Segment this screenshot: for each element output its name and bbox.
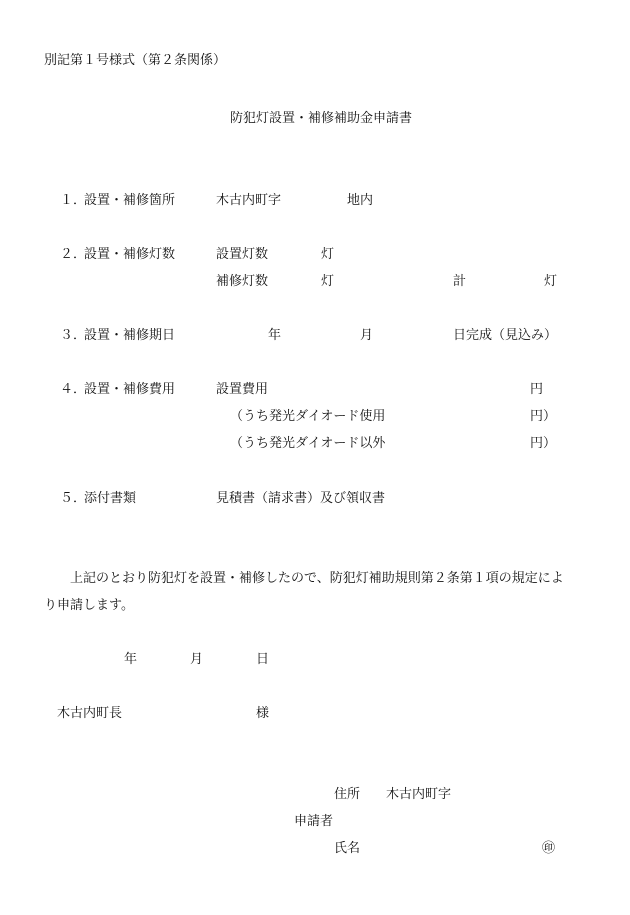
- addressee-name: 木古内町長: [57, 706, 123, 721]
- install-count-label: 設置灯数: [216, 247, 269, 262]
- total-count-unit: 灯: [544, 274, 558, 289]
- led-used-label: （うち発光ダイオード使用: [230, 409, 386, 424]
- application-month: 月: [190, 652, 204, 667]
- install-count-unit: 灯: [321, 247, 335, 262]
- item-1-label: 設置・補修箇所: [84, 193, 176, 208]
- item-3-number: ３．: [60, 328, 87, 343]
- led-other-yen: 円）: [530, 436, 557, 451]
- item-5-label: 添付書類: [84, 491, 137, 506]
- repair-count-unit: 灯: [321, 274, 335, 289]
- item-1-number: １．: [60, 193, 87, 208]
- completion-year: 年: [268, 328, 282, 343]
- install-cost-yen: 円: [530, 382, 544, 397]
- led-other-label: （うち発光ダイオード以外: [230, 436, 386, 451]
- name-label: 氏名: [334, 841, 361, 856]
- item-5-number: ５．: [60, 491, 87, 506]
- item-4-number: ４．: [60, 382, 87, 397]
- application-year: 年: [124, 652, 138, 667]
- led-used-yen: 円）: [530, 409, 557, 424]
- addressee-honorific: 様: [256, 706, 270, 721]
- statement-line-2: り申請します。: [44, 598, 134, 613]
- statement-line-1: 上記のとおり防犯灯を設置・補修したので、防犯灯補助規則第２条第１項の規定によ: [70, 571, 564, 586]
- install-cost-label: 設置費用: [216, 382, 269, 397]
- item-4-label: 設置・補修費用: [84, 382, 176, 397]
- applicant-role-label: 申請者: [294, 814, 334, 829]
- item-2-label: 設置・補修灯数: [84, 247, 176, 262]
- form-label: 別記第１号様式（第２条関係）: [44, 53, 227, 68]
- location-suffix: 地内: [347, 193, 374, 208]
- document-title: 防犯灯設置・補修補助金申請書: [230, 111, 413, 126]
- location-place: 木古内町字: [216, 193, 282, 208]
- total-count-label: 計: [453, 274, 467, 289]
- address-label: 住所: [334, 787, 361, 802]
- repair-count-label: 補修灯数: [216, 274, 269, 289]
- attachments-value: 見積書（請求書）及び領収書: [216, 491, 386, 506]
- application-day: 日: [256, 652, 270, 667]
- completion-day: 日完成（見込み）: [453, 328, 558, 343]
- item-3-label: 設置・補修期日: [84, 328, 176, 343]
- item-2-number: ２．: [60, 247, 87, 262]
- completion-month: 月: [360, 328, 374, 343]
- address-value: 木古内町字: [386, 787, 452, 802]
- seal-icon: ㊞: [542, 841, 556, 856]
